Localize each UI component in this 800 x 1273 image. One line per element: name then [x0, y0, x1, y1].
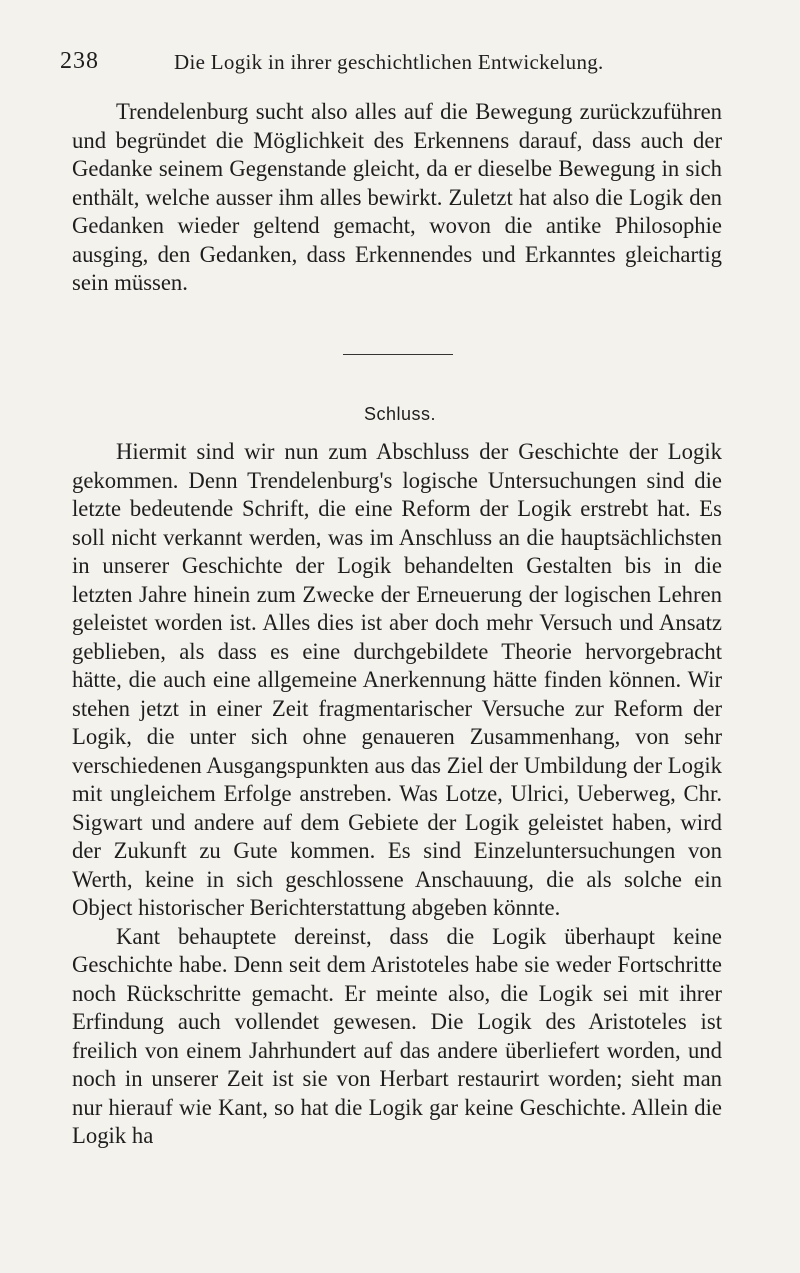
running-title: Die Logik in ihrer geschichtlichen Entwickelung.: [174, 50, 604, 74]
section-divider: [343, 354, 453, 355]
section-text-block: [72, 438, 722, 1151]
intro-text-block: [72, 98, 722, 298]
running-head: [60, 48, 740, 80]
section-heading: Schluss.: [363, 404, 437, 424]
section-paragraph: Kant behauptete dereinst, dass die Logik überhaupt keine Geschichte habe. Denn seit dem Aristoteles habe sie weder Fortschritte noch Rückschritte gemacht. Er meinte also, die Logik sei mit ihrer Erfindung auch vollendet gewesen. Die Logik des Aristoteles ist freilich von einem Jahrhundert auf das andere überliefert worden, und noch in unserer Zeit ist sie von Herbart restaurirt worden; sieht man nur hierauf wie Kant, so hat die Logik gar keine Geschichte. Allein die Logik ha: [72, 923, 722, 1148]
intro-paragraph: Trendelenburg sucht also alles auf die Bewegung zurückzuführen und begründet die Möglichkeit des Erkennens darauf, dass auch der Gedanke seinem Gegenstande gleicht, da er dieselbe Bewegung in sich enthält, welche ausser ihm alles bewirkt. Zuletzt hat also die Logik den Gedanken wieder geltend gemacht, wovon die antike Philosophie ausging, den Gedanken, dass Erkennendes und Erkanntes gleichartig sein müssen.: [72, 99, 722, 295]
page-number: 238: [60, 48, 99, 74]
section-paragraph: Hiermit sind wir nun zum Abschluss der Geschichte der Logik gekommen. Denn Trendelenburg's logische Untersuchungen sind die letzte bedeutende Schrift, die eine Reform der Logik erstrebt hat. Es soll nicht verkannt werden, was im Anschluss an die hauptsächlichsten in unserer Geschichte der Logik behandelten Gestalten bis in die letzten Jahre hinein zum Zwecke der Erneuerung der logischen Lehren geleistet worden ist. Alles dies ist aber doch mehr Versuch und Ansatz geblieben, als dass es eine durchgebildete Theorie hervorgebracht hätte, die auch eine allgemeine Anerkennung hätte finden können. Wir stehen jetzt in einer Zeit fragmentarischer Versuche zur Reform der Logik, die unter sich ohne genaueren Zusammenhang, von sehr verschiedenen Ausgangspunkten aus das Ziel der Umbildung der Logik mit ungleichem Erfolge anstreben. Was Lotze, Ulrici, Ueberweg, Chr. Sigwart und andere auf dem Gebiete der Logik geleistet haben, wird der Zukunft zu Gute kommen. Es sind Einzeluntersuchungen von Werth, keine in sich geschlossene Anschauung, die als solche ein Object historischer Berichterstattung abgeben könnte.: [72, 439, 722, 920]
